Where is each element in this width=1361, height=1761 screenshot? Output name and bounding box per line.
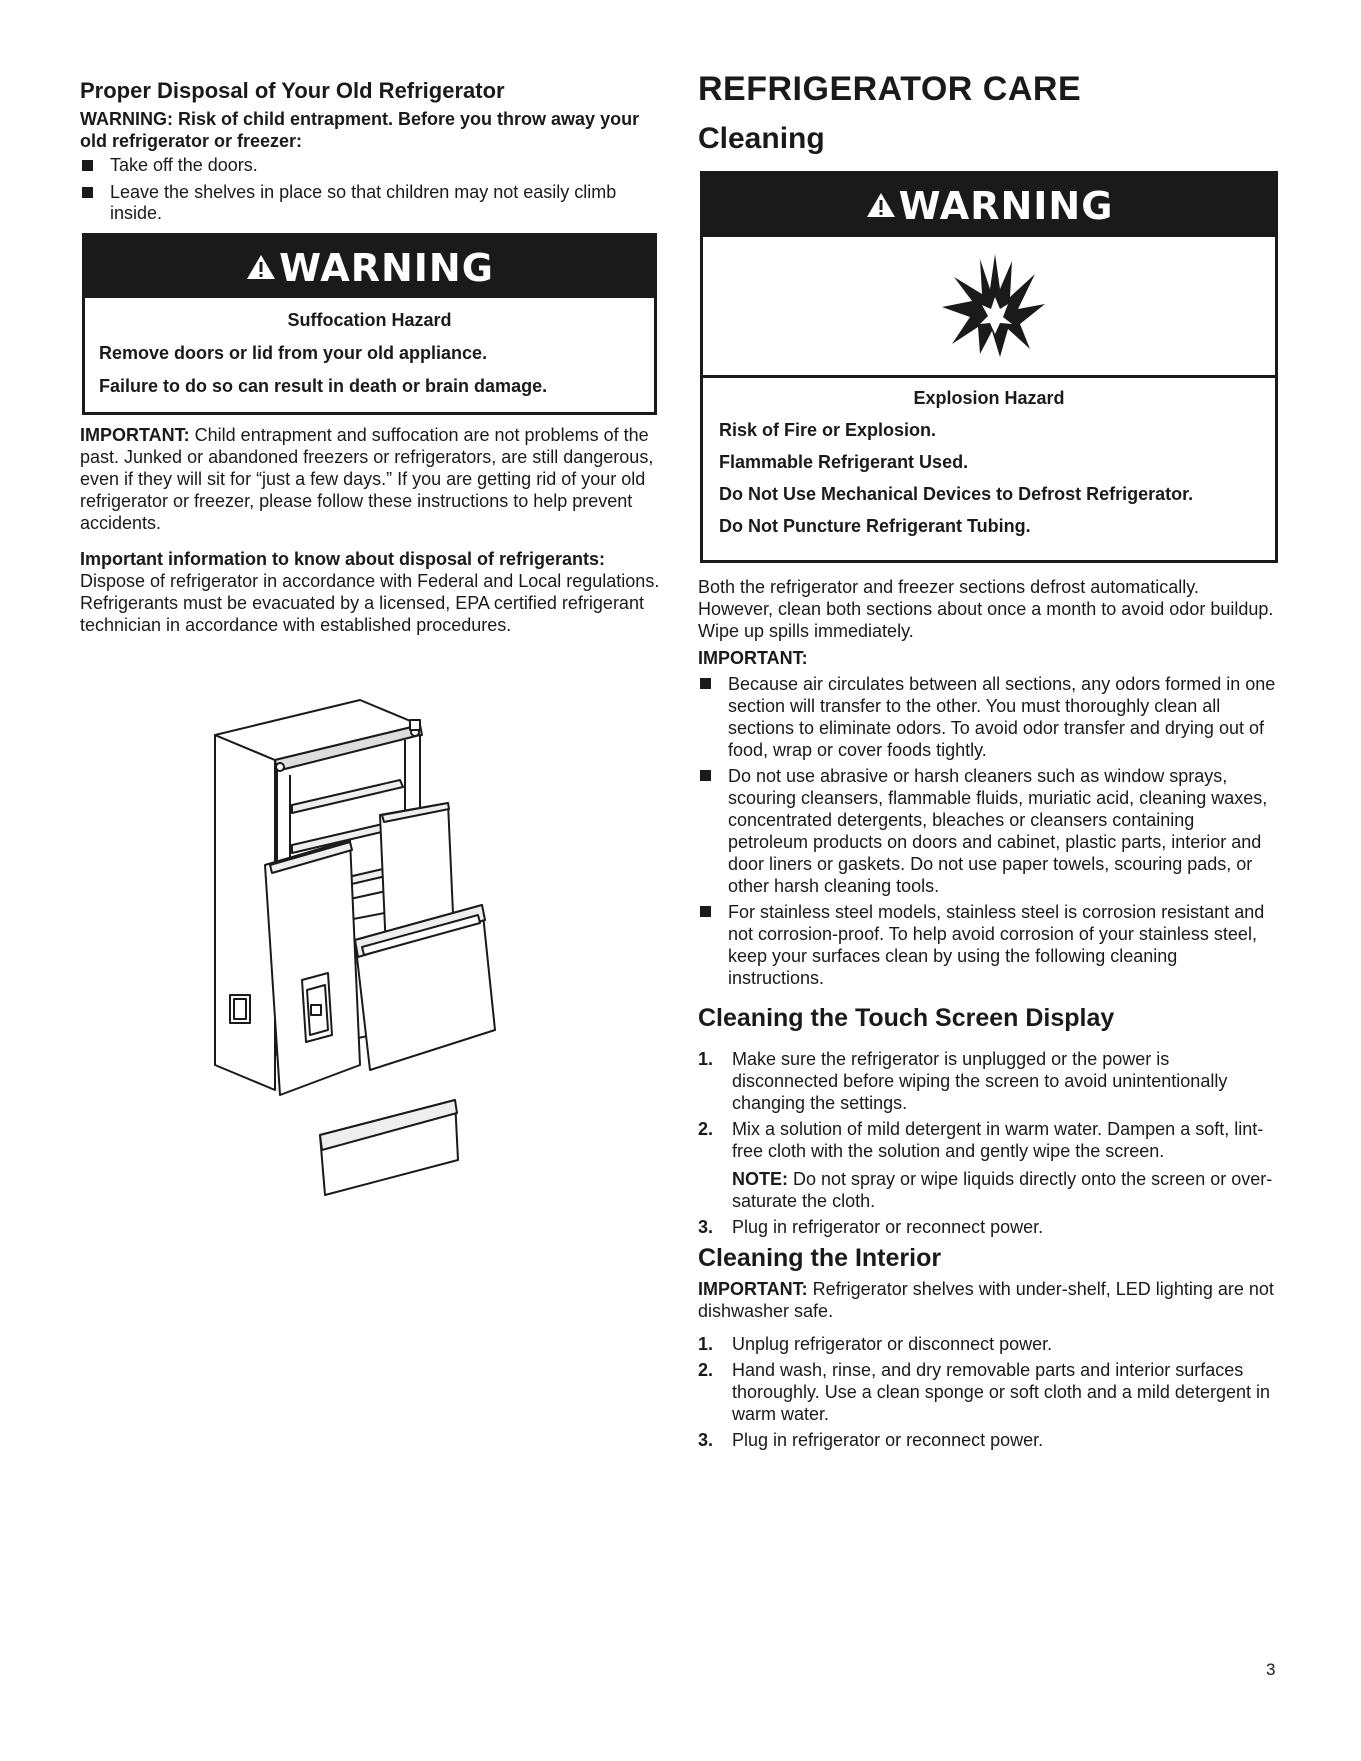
hazard-line: Do Not Use Mechanical Devices to Defrost Refrigerator. xyxy=(719,484,1194,504)
cleaning-heading: Cleaning xyxy=(698,122,825,155)
important-paragraph xyxy=(80,424,665,534)
step-text: Mix a solution of mild detergent in warm water. Dampen a soft, lint-free cloth with the solution and gently wipe the screen. xyxy=(732,1119,1264,1161)
list-item xyxy=(698,673,1278,761)
explosion-pictogram-area xyxy=(703,237,1275,378)
list-item xyxy=(80,182,630,224)
list-item xyxy=(698,765,1278,897)
interior-steps xyxy=(698,1333,1278,1455)
disposal-heading: Proper Disposal of Your Old Refrigerator xyxy=(80,78,505,103)
touch-screen-steps xyxy=(698,1048,1278,1242)
bullet-text: For stainless steel models, stainless steel is corrosion resistant and not corrosion-proof. To help avoid corrosion of your stainless steel, keep your surfaces clean by using the following cleaning instructions. xyxy=(728,902,1265,988)
bullet-text: Because air circulates between all sections, any odors formed in one section will transfer to the other. You must thoroughly clean all sections to eliminate odors. To avoid odor transfer and drying out of food, wrap or cover foods tightly. xyxy=(728,674,1276,760)
hazard-line: Risk of Fire or Explosion. xyxy=(719,420,937,440)
step-text: Hand wash, rinse, and dry removable parts and interior surfaces thoroughly. Use a clean sponge or soft cloth and a mild detergent in warm water. xyxy=(732,1360,1270,1424)
step-number: 1. xyxy=(698,1334,714,1354)
step-text: Plug in refrigerator or reconnect power. xyxy=(732,1217,1044,1237)
square-bullet-icon xyxy=(82,187,93,198)
refrigerant-disposal-paragraph xyxy=(80,548,665,636)
refrigerator-doors-removed-illustration xyxy=(210,695,570,1205)
step-number: 3. xyxy=(698,1217,714,1237)
step-number: 2. xyxy=(698,1360,714,1380)
warning-header-text: WARNING xyxy=(279,246,494,290)
list-item xyxy=(698,1048,1278,1114)
important-text: Refrigerator shelves with under-shelf, LED lighting are not dishwasher safe. xyxy=(698,1279,1274,1321)
important-label: IMPORTANT: xyxy=(698,648,808,668)
interior-important-paragraph xyxy=(698,1278,1278,1322)
square-bullet-icon xyxy=(700,678,711,689)
defrost-paragraph: Both the refrigerator and freezer sections defrost automatically. However, clean both sections about once a month to avoid odor buildup. Wipe up spills immediately. xyxy=(698,577,1274,641)
bullet-text: Do not use abrasive or harsh cleaners such as window sprays, scouring cleansers, flammable fluids, muriatic acid, cleaning waxes, concentrated detergents, bleaches or cleansers containing petroleum products on doors and cabinet, plastic parts, interior and door liners or gaskets. Do not use paper towels, scouring pads, or other harsh cleaning tools. xyxy=(728,766,1268,896)
list-item xyxy=(698,1429,1278,1451)
warning-header xyxy=(703,174,1275,237)
important-label: IMPORTANT: xyxy=(698,1279,808,1299)
explosion-icon xyxy=(940,249,1050,359)
square-bullet-icon xyxy=(700,906,711,917)
list-item xyxy=(698,1359,1278,1425)
note-text: Do not spray or wipe liquids directly onto the screen or over-saturate the cloth. xyxy=(732,1169,1273,1211)
suffocation-warning-box xyxy=(82,233,657,415)
interior-heading: Cleaning the Interior xyxy=(698,1244,942,1272)
step-text: Unplug refrigerator or disconnect power. xyxy=(732,1334,1053,1354)
step-number: 3. xyxy=(698,1430,714,1450)
step-text: Make sure the refrigerator is unplugged or the power is disconnected before wiping the screen to avoid unintentionally changing the settings. xyxy=(732,1049,1228,1113)
warning-header-text: WARNING xyxy=(898,184,1114,228)
square-bullet-icon xyxy=(700,770,711,781)
page-number: 3 xyxy=(1266,1660,1276,1679)
hazard-title: Explosion Hazard xyxy=(913,388,1065,408)
hazard-line: Remove doors or lid from your old appliance. xyxy=(99,343,488,363)
warning-header xyxy=(85,236,654,298)
entrapment-warning-text: WARNING: Risk of child entrapment. Before you throw away your old refrigerator or freezer: xyxy=(80,109,640,151)
disposal-bullet-list xyxy=(80,155,630,230)
hazard-line: Flammable Refrigerant Used. xyxy=(719,452,969,472)
hazard-title: Suffocation Hazard xyxy=(287,310,452,330)
step-text: Plug in refrigerator or reconnect power. xyxy=(732,1430,1044,1450)
list-item xyxy=(698,901,1278,989)
important-label: IMPORTANT: xyxy=(80,425,190,445)
list-item xyxy=(698,1118,1278,1212)
cleaning-bullet-list xyxy=(698,673,1278,993)
step-note xyxy=(732,1168,1278,1212)
hazard-line: Do Not Puncture Refrigerant Tubing. xyxy=(719,516,1031,536)
list-item xyxy=(80,155,630,176)
square-bullet-icon xyxy=(82,160,93,171)
step-number: 2. xyxy=(698,1119,714,1139)
list-item xyxy=(698,1216,1278,1238)
touch-screen-heading: Cleaning the Touch Screen Display xyxy=(698,1004,1115,1032)
list-item xyxy=(698,1333,1278,1355)
refrigerator-care-heading: REFRIGERATOR CARE xyxy=(698,70,1082,108)
important-text: Child entrapment and suffocation are not problems of the past. Junked or abandoned freezers or refrigerators, are still dangerous, even if they will sit for “just a few days.” If you are getting rid of your old refrigerator or freezer, please follow these instructions to help prevent accidents. xyxy=(80,425,654,533)
refrigerant-disposal-text: Dispose of refrigerator in accordance with Federal and Local regulations. Refrigerants must be evacuated by a licensed, EPA certified refrigerant technician in accordance with established procedures. xyxy=(80,571,660,635)
refrigerant-disposal-heading: Important information to know about disposal of refrigerants: xyxy=(80,549,606,569)
bullet-text: Leave the shelves in place so that children may not easily climb inside. xyxy=(110,182,617,223)
note-label: NOTE: xyxy=(732,1169,788,1189)
bullet-text: Take off the doors. xyxy=(110,155,258,175)
step-number: 1. xyxy=(698,1049,714,1069)
warning-triangle-icon xyxy=(245,253,277,281)
warning-triangle-icon xyxy=(865,191,897,219)
explosion-warning-box xyxy=(700,171,1278,563)
hazard-line: Failure to do so can result in death or brain damage. xyxy=(99,376,548,396)
